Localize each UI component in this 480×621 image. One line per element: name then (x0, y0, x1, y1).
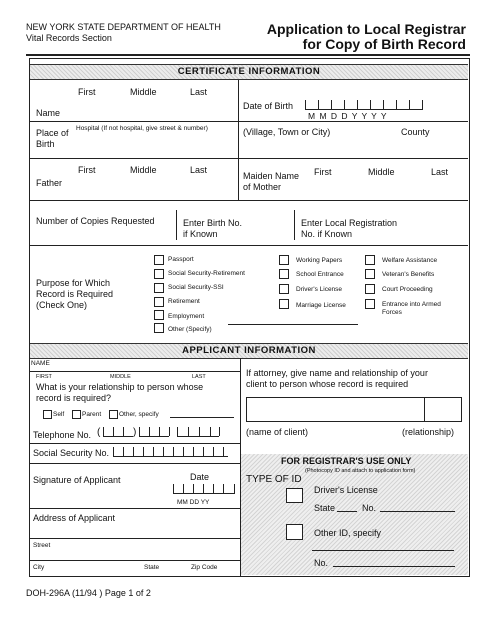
father-label: Father (36, 178, 63, 188)
state-label: State (144, 564, 160, 571)
registrar-no-input[interactable] (380, 511, 455, 512)
birth-label: Birth (36, 139, 55, 149)
parent-checkbox[interactable] (72, 410, 81, 419)
applicant-last-label: LAST (192, 374, 206, 380)
place-label: Place of (36, 128, 69, 138)
other-id-input[interactable] (312, 550, 454, 551)
divider (30, 245, 468, 246)
ss-ssi-checkbox[interactable] (154, 283, 164, 293)
birth-no-label: Enter Birth No. (183, 218, 243, 228)
name-middle-label: Middle (130, 87, 157, 97)
signature-label: Signature of Applicant (33, 475, 121, 485)
purpose-label3: (Check One) (36, 300, 88, 310)
purpose-label2: Record is Required (36, 289, 114, 299)
address-label: Address of Applicant (33, 513, 116, 523)
street-label: Street (33, 542, 51, 549)
armed-forces-label2: Forces (382, 309, 402, 316)
other-id-label: Other ID, specify (314, 528, 382, 538)
retirement-label: Retirement (168, 298, 200, 305)
working-papers-label: Working Papers (296, 257, 343, 264)
date-label: Date (190, 472, 210, 482)
registrar-subtitle: (Photocopy ID and attach to application form) (305, 468, 416, 474)
department-name: NEW YORK STATE DEPARTMENT OF HEALTH (26, 22, 221, 32)
registrar-title: FOR REGISTRAR'S USE ONLY (281, 456, 412, 466)
other-relationship-checkbox[interactable] (109, 410, 118, 419)
welfare-checkbox[interactable] (365, 255, 375, 265)
local-reg-if-known: No. if Known (301, 229, 353, 239)
divider (238, 158, 239, 200)
client-relationship-label: (relationship) (402, 427, 455, 437)
other-purpose-label: Other (Specify) (168, 326, 212, 333)
other-id-checkbox[interactable] (286, 524, 303, 540)
divider (30, 200, 468, 201)
armed-forces-checkbox[interactable] (365, 299, 375, 309)
client-input[interactable] (246, 397, 462, 422)
section-name: Vital Records Section (26, 33, 112, 43)
armed-forces-label1: Entrance into Armed (382, 301, 441, 308)
veterans-checkbox[interactable] (365, 269, 375, 279)
zip-label: Zip Code (191, 564, 218, 571)
other-relationship-label: Other, specify (119, 411, 159, 418)
relationship-question2: record is required? (36, 393, 112, 403)
passport-checkbox[interactable] (154, 255, 164, 265)
certificate-section-band: CERTIFICATE INFORMATION (30, 64, 468, 80)
court-label: Court Proceeding (382, 286, 433, 293)
divider (30, 508, 240, 509)
form-footer: DOH-296A (11/94 ) Page 1 of 2 (26, 588, 151, 598)
applicant-name-input[interactable] (30, 371, 240, 372)
dob-format: M M D D Y Y Y Y (308, 111, 388, 121)
divider (238, 121, 239, 158)
drivers-license-id-label: Driver's License (314, 485, 378, 495)
self-checkbox[interactable] (43, 410, 52, 419)
divider (30, 443, 240, 444)
father-first-label: First (78, 165, 96, 175)
ssn-label: Social Security No. (33, 448, 110, 458)
other-id-no-label: No. (314, 558, 329, 568)
other-purpose-input[interactable] (228, 324, 358, 325)
of-mother-label: of Mother (243, 182, 282, 192)
registrar-state-label: State (314, 503, 336, 513)
copies-label: Number of Copies Requested (36, 216, 155, 226)
city-label: City (33, 564, 45, 571)
attorney-instructions1: If attorney, give name and relationship of your (246, 368, 428, 378)
local-reg-label: Enter Local Registration (301, 218, 398, 228)
header-rule (26, 54, 470, 56)
attorney-instructions2: client to person whose record is required (246, 379, 409, 389)
mother-last-label: Last (431, 167, 449, 177)
street-input[interactable] (30, 538, 240, 539)
father-last-label: Last (190, 165, 208, 175)
passport-label: Passport (168, 256, 194, 263)
working-papers-checkbox[interactable] (279, 255, 289, 265)
form-title-line2: for Copy of Birth Record (302, 36, 466, 52)
divider (30, 121, 468, 122)
ss-ssi-label: Social Security-SSI (168, 284, 224, 291)
divider (238, 80, 239, 121)
divider (294, 210, 295, 240)
relationship-question1: What is your relationship to person whose (36, 382, 204, 392)
parent-label: Parent (82, 411, 102, 418)
other-relationship-input[interactable] (170, 417, 234, 418)
drivers-license-checkbox[interactable] (279, 284, 289, 294)
applicant-section-band: APPLICANT INFORMATION (30, 343, 468, 359)
village-label: (Village, Town or City) (243, 127, 331, 137)
registrar-no-label: No. (362, 503, 377, 513)
dob-input[interactable] (305, 97, 423, 110)
maiden-name-label: Maiden Name (243, 171, 300, 181)
self-label: Self (53, 411, 65, 418)
mother-middle-label: Middle (368, 167, 395, 177)
other-id-no-input[interactable] (333, 566, 455, 567)
ssn-input[interactable] (113, 445, 231, 459)
name-first-label: First (78, 87, 96, 97)
telephone-input[interactable]: ( ) (97, 425, 227, 439)
county-label: County (401, 127, 430, 137)
drivers-license-id-checkbox[interactable] (286, 488, 303, 503)
employment-label: Employment (168, 313, 205, 320)
hospital-hint: Hospital (If not hospital, give street & number) (76, 125, 208, 132)
birth-no-if-known: if Known (183, 229, 218, 239)
ss-retirement-checkbox[interactable] (154, 269, 164, 279)
marriage-license-label: Marriage License (296, 302, 346, 309)
city-state-zip-input[interactable] (30, 560, 240, 561)
purpose-label1: Purpose for Which (36, 278, 111, 288)
welfare-label: Welfare Assistance (382, 257, 438, 264)
school-entrance-checkbox[interactable] (279, 269, 289, 279)
mother-first-label: First (314, 167, 332, 177)
divider (30, 158, 468, 159)
other-purpose-checkbox[interactable] (154, 323, 164, 333)
father-middle-label: Middle (130, 165, 157, 175)
registrar-state-input[interactable] (337, 511, 357, 512)
date-format: MM DD YY (177, 499, 210, 506)
name-label: Name (36, 108, 61, 118)
applicant-name-label: NAME (31, 360, 50, 367)
marriage-license-checkbox[interactable] (279, 299, 289, 309)
client-name-label: (name of client) (246, 427, 309, 437)
school-entrance-label: School Entrance (296, 271, 344, 278)
type-of-id-label: TYPE OF ID (246, 474, 302, 485)
retirement-checkbox[interactable] (154, 297, 164, 307)
court-checkbox[interactable] (365, 284, 375, 294)
signature-date-input[interactable] (173, 483, 235, 495)
applicant-first-label: FIRST (36, 374, 52, 380)
dob-label: Date of Birth (243, 101, 294, 111)
divider (424, 397, 425, 421)
ss-retirement-label: Social Security-Retirement (168, 270, 245, 277)
telephone-label: Telephone No. (33, 430, 92, 440)
applicant-middle-label: MIDDLE (110, 374, 131, 380)
veterans-label: Veteran's Benefits (382, 271, 435, 278)
drivers-license-label: Driver's License (296, 286, 343, 293)
divider (176, 210, 177, 240)
form-title-line1: Application to Local Registrar (266, 21, 466, 37)
name-last-label: Last (190, 87, 208, 97)
employment-checkbox[interactable] (154, 310, 164, 320)
